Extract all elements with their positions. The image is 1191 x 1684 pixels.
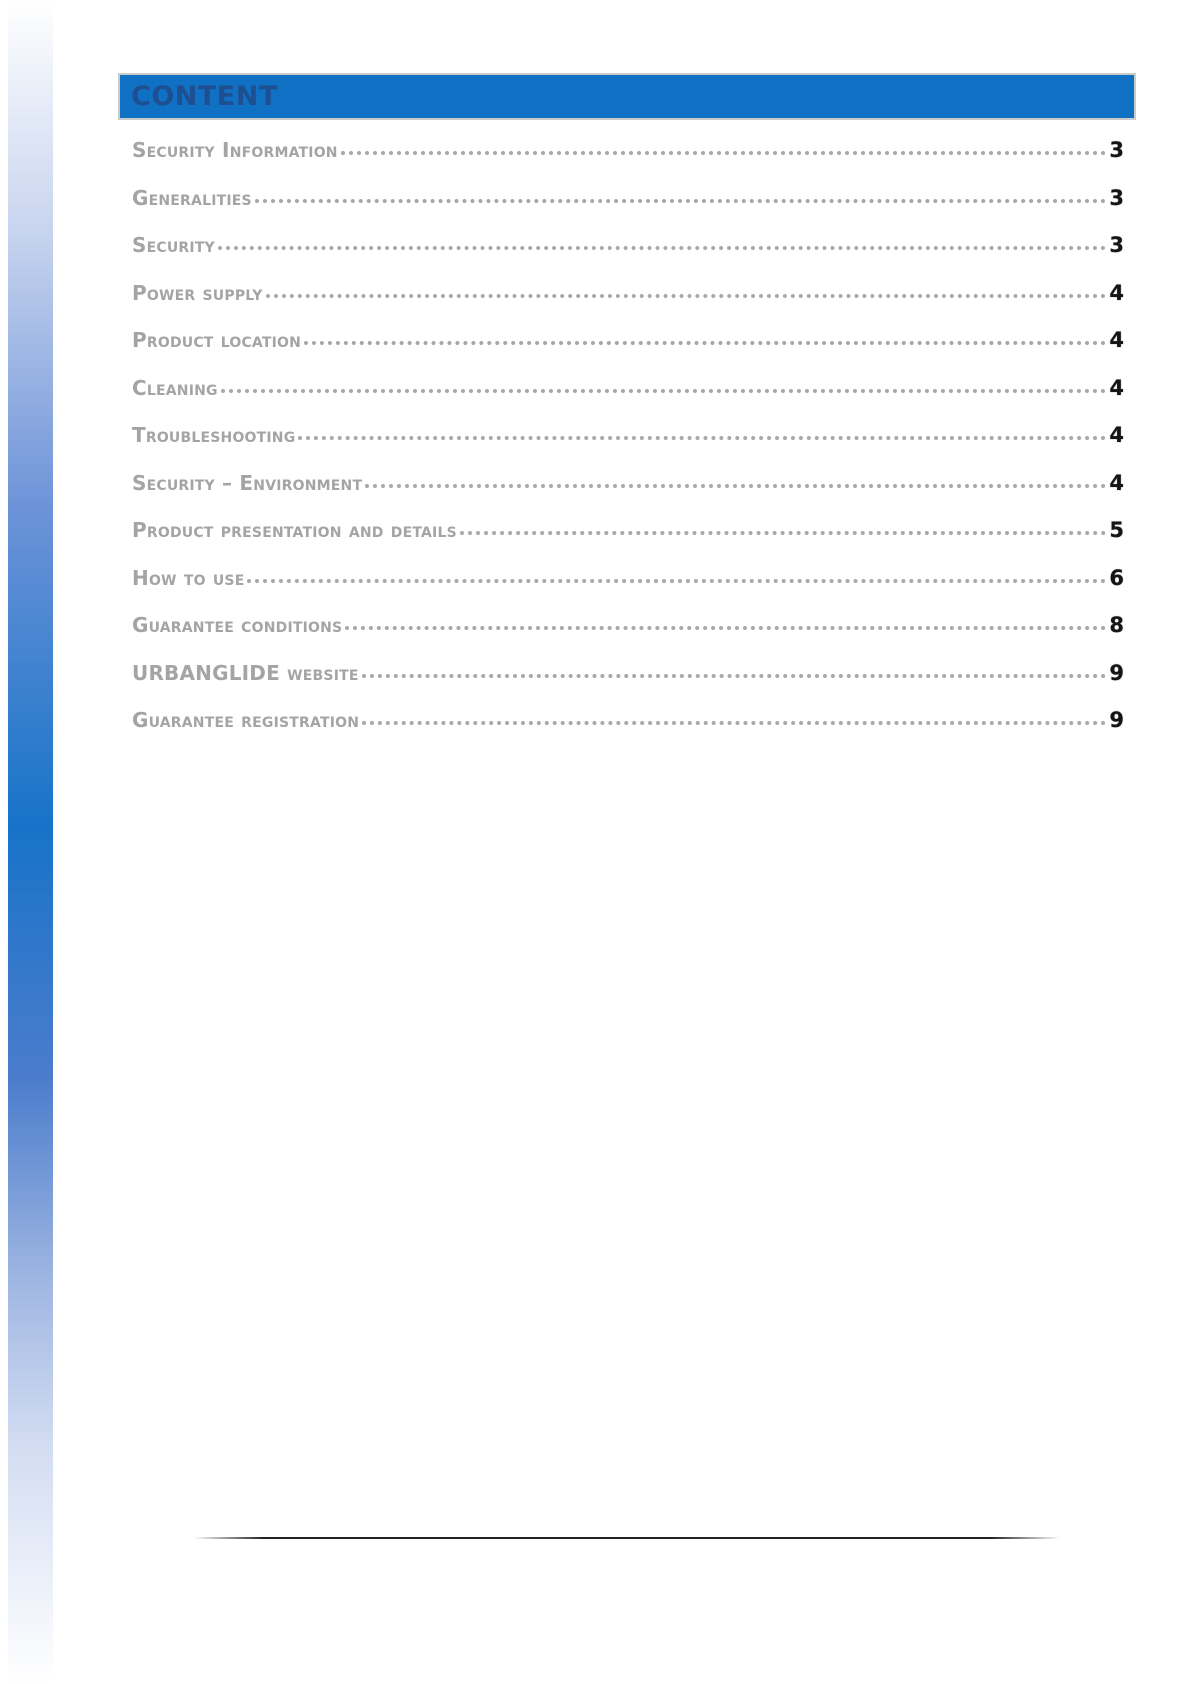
toc-entry-label-suffix: website [287, 660, 359, 685]
toc-entry-label: Security [132, 233, 215, 257]
toc-entry-product-presentation[interactable] [132, 518, 1124, 566]
toc-entry-label [132, 661, 359, 685]
toc-entry-security-information[interactable] [132, 138, 1124, 186]
toc-leader-dots [255, 199, 1107, 203]
toc-entry-page: 4 [1109, 280, 1124, 305]
brand-name: URBANGLIDE [132, 660, 280, 685]
toc-entry-security[interactable] [132, 233, 1124, 281]
toc-leader-dots [266, 294, 1107, 298]
toc-entry-label: How to use [132, 565, 245, 590]
toc-entry-page: 3 [1109, 138, 1124, 162]
table-of-contents [132, 138, 1124, 756]
toc-entry-page: 6 [1109, 565, 1124, 590]
toc-entry-product-location[interactable] [132, 328, 1124, 376]
toc-leader-dots [362, 674, 1107, 678]
toc-entry-label: Guarantee registration [132, 708, 360, 732]
toc-entry-urbanglide-website[interactable] [132, 661, 1124, 709]
toc-leader-dots [298, 436, 1106, 440]
toc-entry-label: Guarantee conditions [132, 613, 343, 637]
toc-leader-dots [341, 151, 1107, 155]
toc-entry-power-supply[interactable] [132, 281, 1124, 329]
toc-entry-security-environment[interactable] [132, 471, 1124, 519]
toc-entry-page: 3 [1109, 233, 1124, 257]
toc-entry-generalities[interactable] [132, 186, 1124, 234]
toc-leader-dots [345, 626, 1106, 630]
toc-leader-dots [362, 721, 1106, 725]
toc-entry-page: 4 [1109, 328, 1124, 352]
footer-divider [194, 1537, 1060, 1539]
toc-entry-label: Cleaning [132, 375, 218, 400]
toc-entry-page: 8 [1109, 613, 1124, 637]
toc-entry-page: 9 [1109, 708, 1124, 732]
toc-entry-guarantee-registration[interactable] [132, 708, 1124, 756]
toc-leader-dots [365, 484, 1106, 488]
toc-entry-label: Security Information [132, 138, 338, 162]
page-title: CONTENT [131, 81, 278, 112]
toc-entry-label: Power supply [132, 280, 263, 305]
toc-entry-label: Product presentation and details [132, 518, 457, 542]
toc-entry-label: Troubleshooting [132, 423, 296, 447]
toc-entry-page: 9 [1109, 660, 1124, 685]
content-header-bar [118, 73, 1136, 120]
toc-entry-page: 5 [1109, 518, 1124, 542]
toc-entry-label: Product location [132, 328, 302, 352]
toc-leader-dots [221, 389, 1107, 393]
toc-entry-cleaning[interactable] [132, 376, 1124, 424]
toc-entry-page: 4 [1109, 470, 1124, 495]
side-decorative-stripe [8, 0, 53, 1684]
toc-entry-troubleshooting[interactable] [132, 423, 1124, 471]
toc-leader-dots [218, 246, 1106, 250]
toc-leader-dots [247, 579, 1106, 583]
toc-entry-page: 4 [1109, 375, 1124, 400]
toc-entry-how-to-use[interactable] [132, 566, 1124, 614]
toc-entry-label: Generalities [132, 185, 252, 210]
toc-entry-guarantee-conditions[interactable] [132, 613, 1124, 661]
toc-entry-page: 4 [1109, 423, 1124, 447]
toc-entry-label: Security – Environment [132, 470, 363, 495]
toc-leader-dots [460, 531, 1107, 535]
toc-entry-page: 3 [1109, 185, 1124, 210]
toc-leader-dots [304, 341, 1106, 345]
